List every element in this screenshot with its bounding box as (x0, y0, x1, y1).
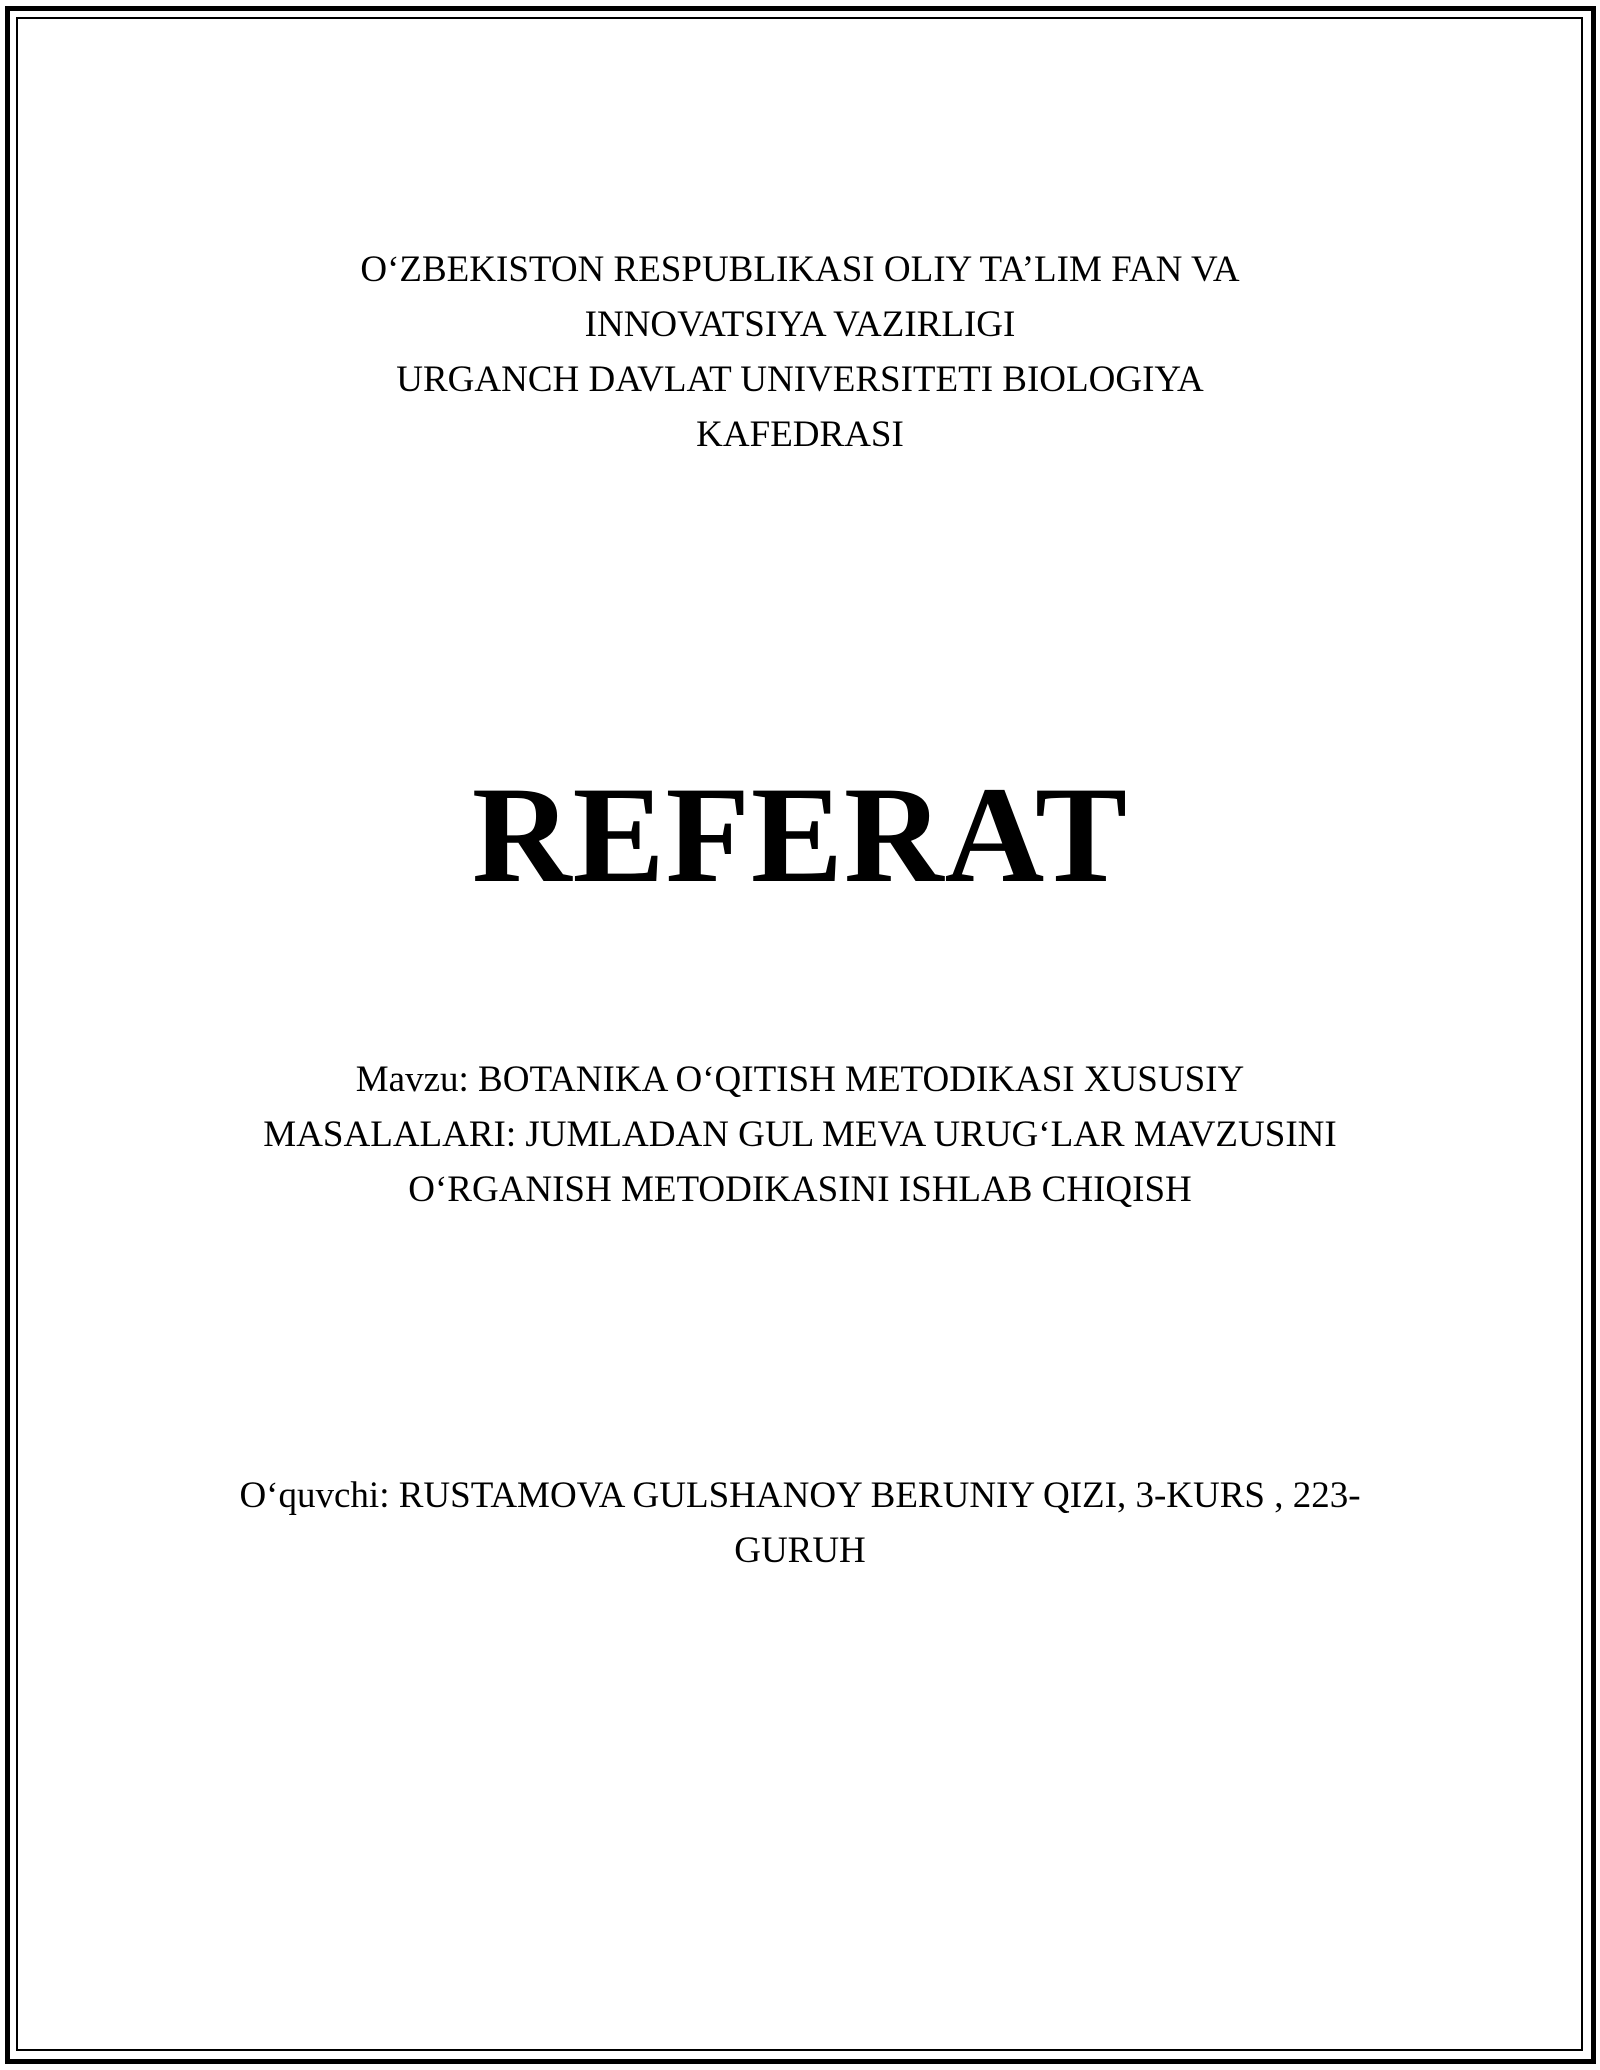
topic-line-2: MASALALARI: JUMLADAN GUL MEVA URUG‘LAR MAVZUSINI (263, 1114, 1337, 1155)
topic-line-1: Mavzu: BOTANIKA O‘QITISH METODIKASI XUSUSIY (355, 1059, 1245, 1100)
document-title: REFERAT (471, 758, 1129, 911)
document-title-block (0, 750, 1600, 920)
header-line-1: O‘ZBEKISTON RESPUBLIKASI OLIY TA’LIM FAN VA (360, 249, 1240, 290)
topic-line-3: O‘RGANISH METODIKASINI ISHLAB CHIQISH (408, 1169, 1192, 1210)
student-line-1: O‘quvchi: RUSTAMOVA GULSHANOY BERUNIY QIZI, 3-KURS , 223- (239, 1475, 1361, 1516)
student-block (0, 1468, 1600, 1578)
topic-block (0, 1052, 1600, 1217)
institution-header (0, 242, 1600, 462)
header-line-3: URGANCH DAVLAT UNIVERSITETI BIOLOGIYA (396, 359, 1204, 400)
header-line-4: KAFEDRASI (696, 414, 904, 455)
header-line-2: INNOVATSIYA VAZIRLIGI (584, 304, 1016, 345)
student-line-2: GURUH (734, 1530, 866, 1571)
